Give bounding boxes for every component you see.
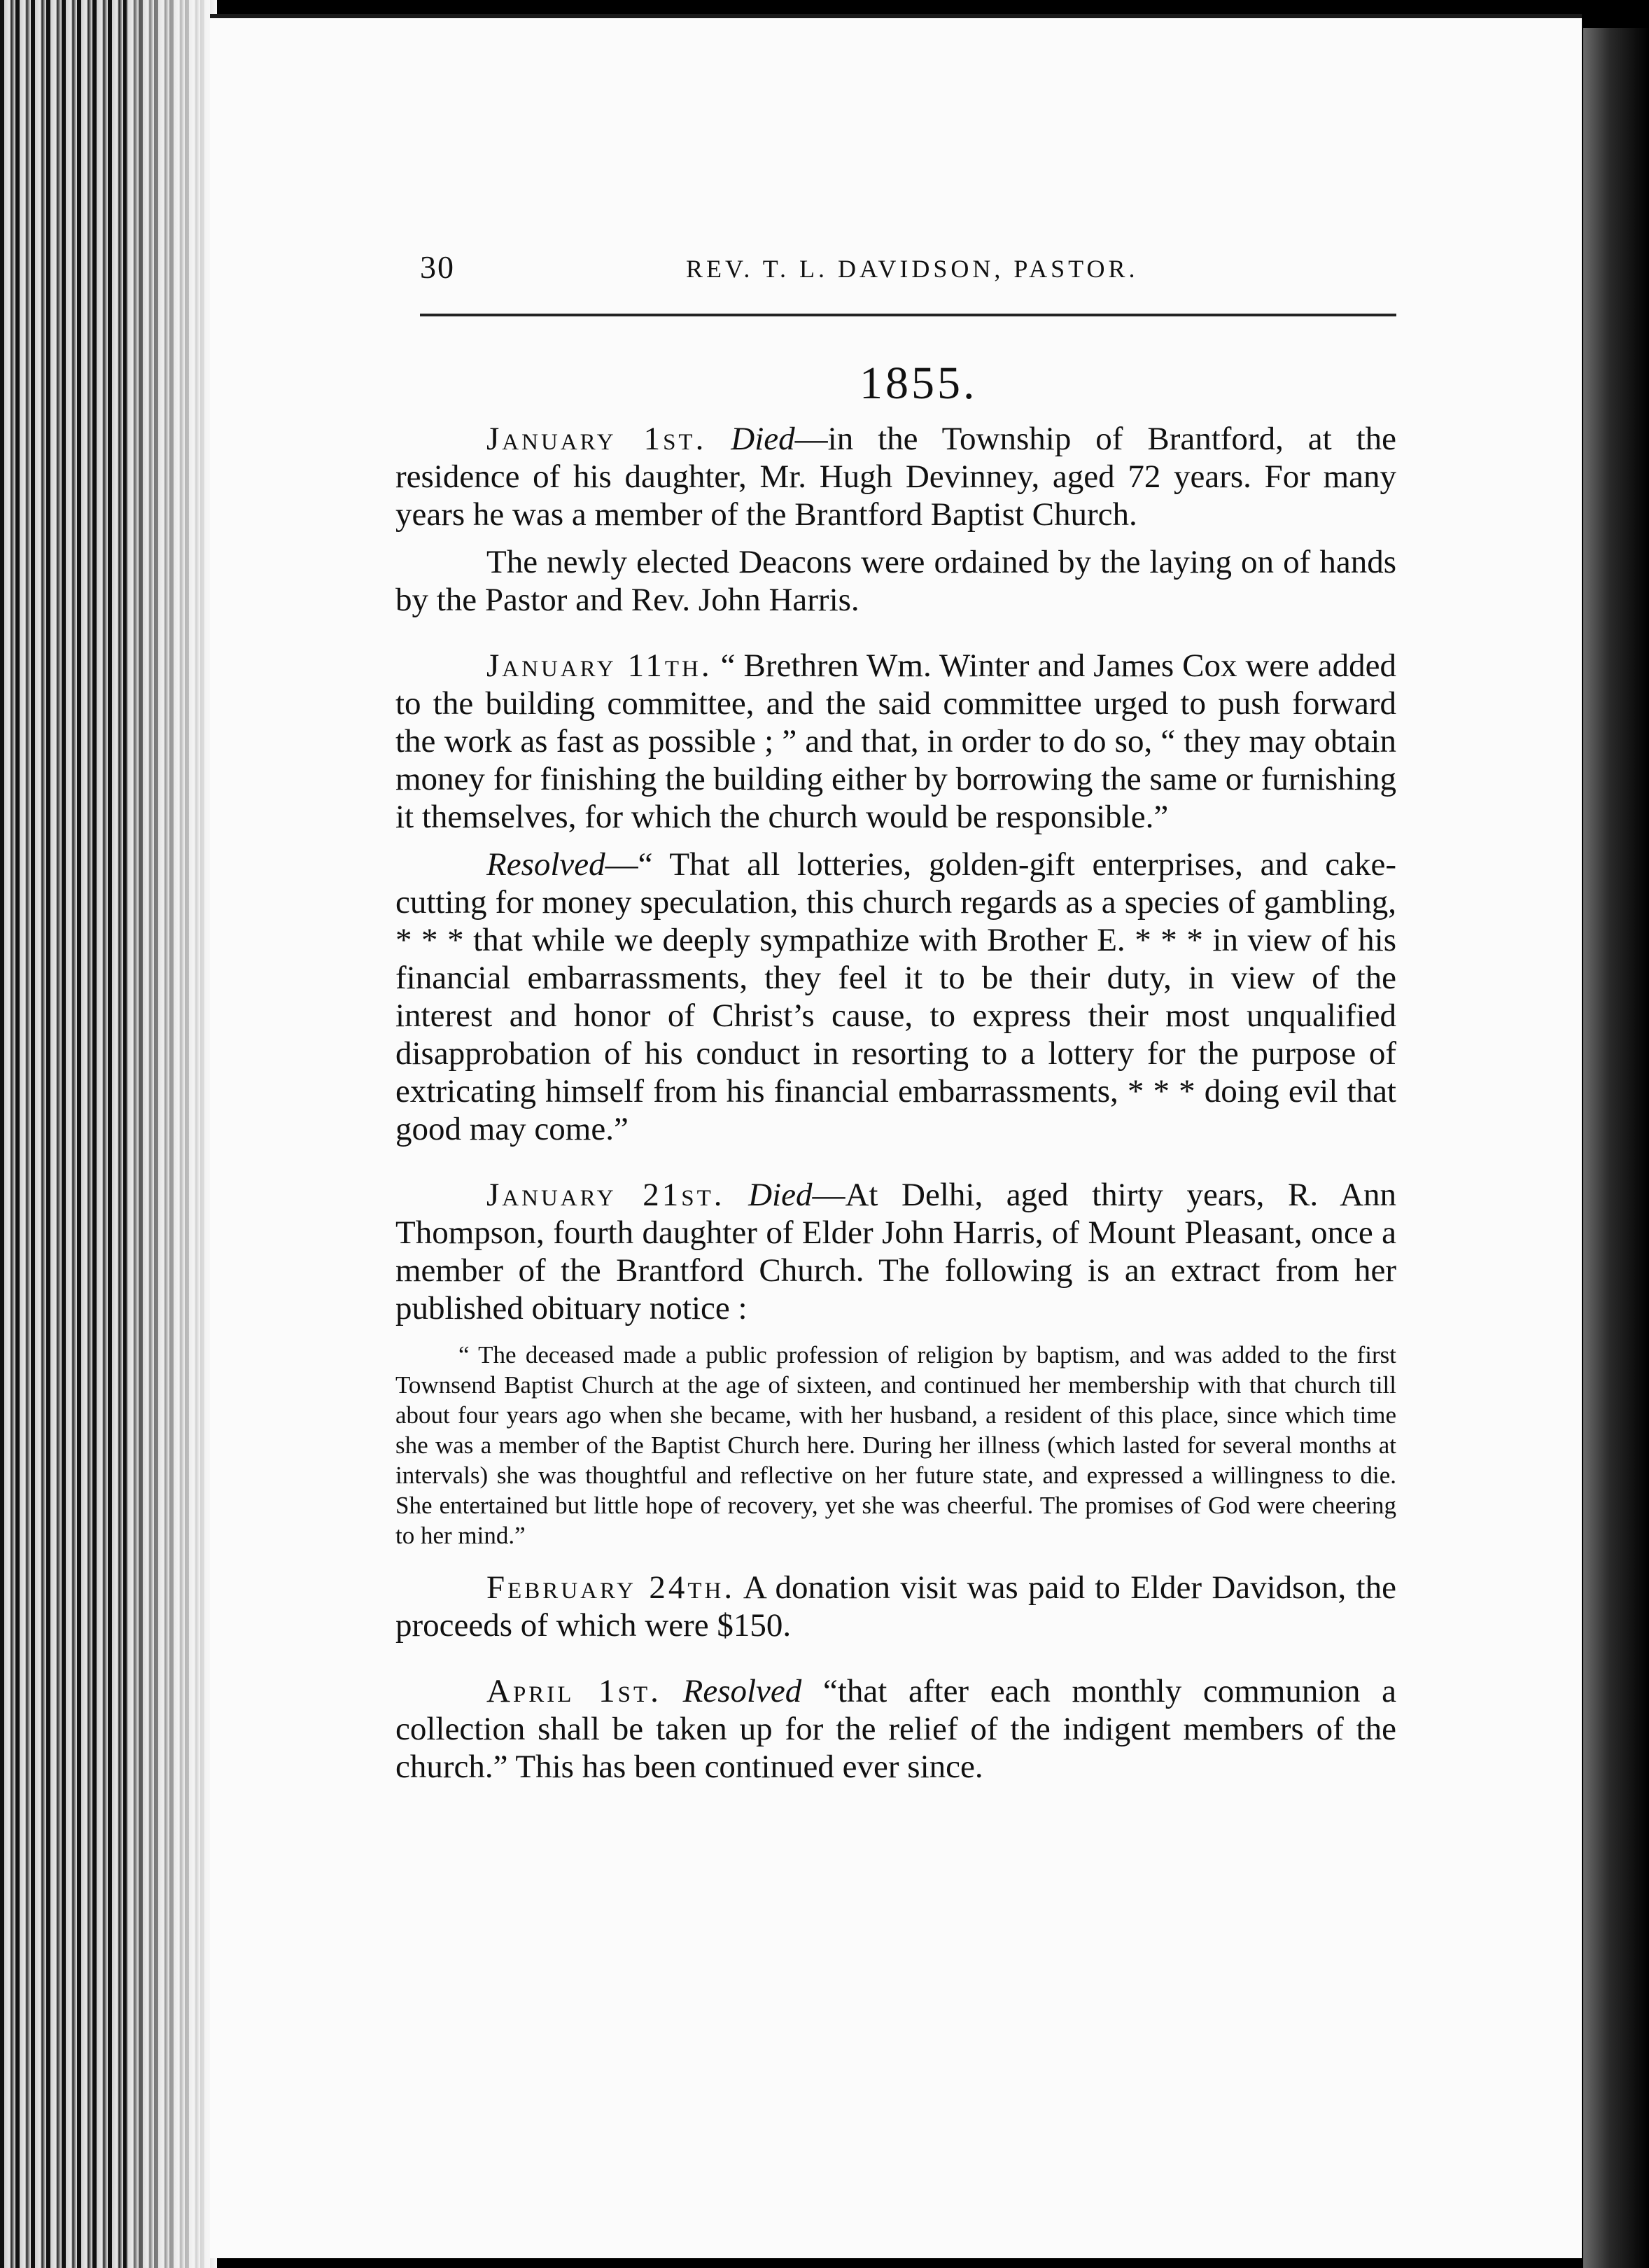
entry-jan-1 bbox=[395, 420, 1396, 533]
entry-lead: Resolved bbox=[486, 846, 605, 883]
entry-text: —“ That all lotteries, golden-gift enterprises, and cake-cutting for money speculation, this church regards as a species of gambling, * * * that while we deeply sympathize with Brother E. * * * in view of his financial embarrassments, they feel it to be their duty, in view of the interest and honor of Christ’s cause, to express their most unqualified disapprobation of his conduct in resorting to a lottery for the purpose of extricating himself from his financial embarrassments, * * * doing evil that good may come.” bbox=[395, 846, 1396, 1147]
entry-date: January 11th. bbox=[486, 648, 713, 684]
entry-lead: Resolved bbox=[682, 1673, 802, 1709]
entry-date: January 21st. bbox=[486, 1177, 725, 1213]
entry-date: January 1st. bbox=[486, 421, 707, 457]
running-head: REV. T. L. DAVIDSON, PASTOR. bbox=[686, 255, 1139, 283]
entry-jan-11-resolution bbox=[395, 846, 1396, 1148]
page-header bbox=[420, 248, 1386, 304]
page-stack-fade bbox=[126, 0, 217, 2268]
entry-text: A donation visit was paid to Elder Davidson, the proceeds of which were $150. bbox=[395, 1569, 1396, 1644]
entry-text: The newly elected Deacons were ordained by the laying on of hands by the Pastor and Rev. John Harris. bbox=[395, 544, 1396, 618]
header-rule bbox=[420, 314, 1396, 316]
entry-text: “that after each monthly communion a collection shall be taken up for the relief of the indigent members of the church.” This has been continued ever since. bbox=[395, 1673, 1397, 1785]
page-body bbox=[395, 420, 1396, 1798]
entry-lead: Died bbox=[731, 421, 795, 457]
page-number: 30 bbox=[420, 249, 455, 285]
entry-text: “ Brethren Wm. Winter and James Cox were added to the building committee, and the said committee urged to push forward the work as fast as possible ; ” and that, in order to do so, “ they may obtain money for finishing the building either by borrowing the same or furnishing it themselves, for which the church would be responsible.” bbox=[395, 648, 1397, 835]
binding-shadow bbox=[1583, 28, 1649, 2268]
entry-jan-1-continued bbox=[395, 543, 1396, 619]
entry-date: April 1st. bbox=[486, 1673, 661, 1709]
entry-text: —in the Township of Brantford, at the residence of his daughter, Mr. Hugh Devinney, aged 72 years. For many years he was a member of the Brantford Baptist Church. bbox=[395, 421, 1397, 533]
entry-lead: Died bbox=[748, 1177, 813, 1213]
obituary-quote bbox=[395, 1340, 1396, 1550]
entry-feb-24 bbox=[395, 1569, 1396, 1644]
entry-jan-11 bbox=[395, 647, 1396, 836]
entry-text: —At Delhi, aged thirty years, R. Ann Thompson, fourth daughter of Elder John Harris, of Mount Pleasant, once a member of the Brantford Church. The following is an extract from her published obituary notice : bbox=[395, 1177, 1397, 1326]
entry-jan-21 bbox=[395, 1176, 1396, 1327]
quote-text: “ The deceased made a public profession of religion by baptism, and was added to the first Townsend Baptist Church at the age of sixteen, and continued her membership with that church till about four years ago when she became, with her husband, a resident of this place, since which time she was a member of the Baptist Church here. During her illness (which lasted for several months at intervals) she was thoughtful and reflective on her future state, and expressed a willingness to die. She entertained but little hope of recovery, yet she was cheerful. The promises of God were cheering to her mind.” bbox=[395, 1341, 1396, 1549]
entry-apr-1 bbox=[395, 1672, 1396, 1786]
year-heading: 1855. bbox=[859, 358, 978, 409]
entry-date: February 24th. bbox=[486, 1569, 736, 1606]
